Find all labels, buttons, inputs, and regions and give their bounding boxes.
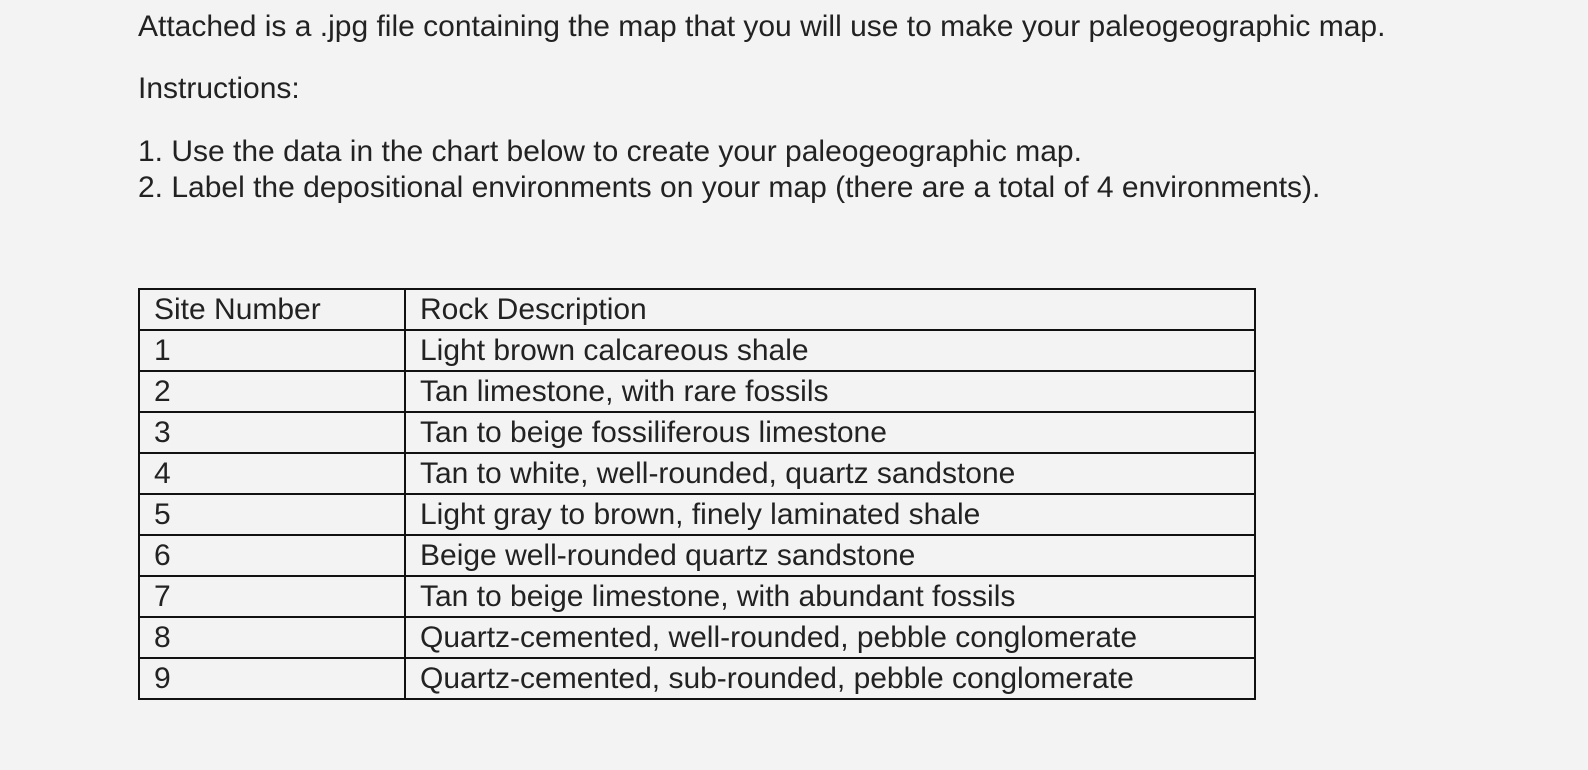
rock-description-cell: Tan to beige limestone, with abundant fossils: [405, 576, 1255, 617]
site-number-cell: 3: [139, 412, 405, 453]
table-row: [139, 658, 1255, 699]
table-row: [139, 617, 1255, 658]
rock-description-cell: Light brown calcareous shale: [405, 330, 1255, 371]
rock-description-cell: Quartz-cemented, sub-rounded, pebble conglomerate: [405, 658, 1255, 699]
instructions-heading: Instructions:: [138, 72, 300, 105]
column-header-rock-description: Rock Description: [405, 289, 1255, 330]
site-number-cell: 6: [139, 535, 405, 576]
rock-description-cell: Light gray to brown, finely laminated shale: [405, 494, 1255, 535]
table-row: [139, 453, 1255, 494]
site-number-cell: 8: [139, 617, 405, 658]
intro-paragraph: Attached is a .jpg file containing the map that you will use to make your paleogeographic map.: [138, 10, 1386, 43]
rock-description-cell: Beige well-rounded quartz sandstone: [405, 535, 1255, 576]
table-row: [139, 330, 1255, 371]
site-number-cell: 5: [139, 494, 405, 535]
rock-description-cell: Quartz-cemented, well-rounded, pebble conglomerate: [405, 617, 1255, 658]
table-row: [139, 371, 1255, 412]
instruction-step-1: 1. Use the data in the chart below to create your paleogeographic map.: [138, 135, 1082, 168]
site-number-cell: 9: [139, 658, 405, 699]
column-header-site-number: Site Number: [139, 289, 405, 330]
table-row: [139, 576, 1255, 617]
site-number-cell: 1: [139, 330, 405, 371]
site-number-cell: 2: [139, 371, 405, 412]
site-number-cell: 7: [139, 576, 405, 617]
table-header-row: [139, 289, 1255, 330]
table-row: [139, 412, 1255, 453]
table-row: [139, 494, 1255, 535]
rock-description-cell: Tan limestone, with rare fossils: [405, 371, 1255, 412]
instruction-step-2: 2. Label the depositional environments on your map (there are a total of 4 environments).: [138, 171, 1321, 204]
rock-description-cell: Tan to beige fossiliferous limestone: [405, 412, 1255, 453]
site-number-cell: 4: [139, 453, 405, 494]
rock-description-table: [138, 288, 1256, 700]
rock-description-cell: Tan to white, well-rounded, quartz sandstone: [405, 453, 1255, 494]
table-row: [139, 535, 1255, 576]
